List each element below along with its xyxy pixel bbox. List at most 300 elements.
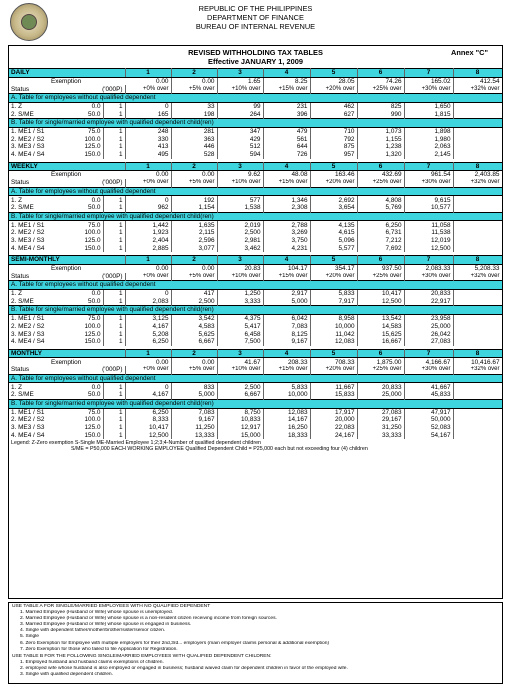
unit-label: ('000P) bbox=[71, 85, 125, 93]
header-line-2: DEPARTMENT OF FINANCE bbox=[207, 13, 304, 22]
section-header-blank bbox=[71, 349, 125, 358]
tax-value: 3,750 bbox=[263, 237, 310, 245]
tax-value: 875 bbox=[310, 143, 357, 151]
tax-value: 561 bbox=[263, 136, 310, 144]
tax-value: 3,654 bbox=[310, 204, 357, 212]
status-percent: +20% over bbox=[310, 366, 357, 374]
tax-value: 5,577 bbox=[310, 244, 357, 252]
status-percent: +5% over bbox=[171, 179, 217, 187]
tax-value: 8,750 bbox=[217, 408, 263, 416]
tax-value: 248 bbox=[125, 127, 171, 135]
exemption-value: 9.62 bbox=[217, 171, 263, 179]
table-row bbox=[9, 298, 502, 306]
tax-value: 11,250 bbox=[171, 424, 217, 432]
tax-value: 7,212 bbox=[357, 237, 404, 245]
column-number: 7 bbox=[404, 256, 453, 265]
exemption-value: 412.54 bbox=[453, 77, 502, 85]
tax-value: 11,667 bbox=[310, 383, 357, 391]
tax-value: 1,154 bbox=[171, 204, 217, 212]
tax-value: 6,250 bbox=[357, 221, 404, 229]
tax-value: 15,000 bbox=[217, 432, 263, 440]
column-number: 4 bbox=[263, 349, 310, 358]
tax-value: 1 bbox=[103, 221, 125, 229]
tax-value: 20,000 bbox=[310, 416, 357, 424]
tax-value: 363 bbox=[171, 136, 217, 144]
status-code: 3. ME3 / S3 bbox=[11, 424, 45, 432]
table-b-heading-row bbox=[9, 306, 502, 315]
tax-value: 2,981 bbox=[217, 237, 263, 245]
status-code: 1. ME1 / S1 bbox=[11, 128, 45, 136]
tax-value: 8,958 bbox=[310, 314, 357, 322]
status-code: 1. Z bbox=[11, 196, 23, 204]
tax-value: 16,667 bbox=[357, 338, 404, 346]
notes-table-b-heading: USE TABLE B FOR THE FOLLOWING SINGLE/MARRIED EMPLOYEES WITH QUALIFIED DEPENDENT CHILDREN: bbox=[12, 653, 272, 659]
tax-value: 3,333 bbox=[217, 298, 263, 306]
tax-value: 594 bbox=[217, 151, 263, 159]
tax-value: 4,231 bbox=[263, 244, 310, 252]
section-name: MONTHLY bbox=[9, 349, 71, 358]
status-label: Status bbox=[11, 179, 30, 187]
tax-value: 1,250 bbox=[217, 289, 263, 297]
tax-value: 2,500 bbox=[217, 229, 263, 237]
tax-value: 2,404 bbox=[125, 237, 171, 245]
tax-value: 25,000 bbox=[404, 323, 453, 331]
exemption-amount: 0.0 bbox=[71, 102, 103, 110]
exemption-amount: 50.0 bbox=[71, 298, 103, 306]
tax-value: 3,077 bbox=[171, 244, 217, 252]
tax-value: 528 bbox=[171, 151, 217, 159]
column-number: 6 bbox=[357, 69, 404, 78]
unit-label: ('000P) bbox=[71, 179, 125, 187]
status-code: 2. ME2 / S2 bbox=[11, 416, 45, 424]
notes-a-item: 3. Married Employee (Husband or Wife) whose spouse is engaged in business. bbox=[20, 622, 192, 628]
tax-value: 17,917 bbox=[310, 408, 357, 416]
tax-value: 726 bbox=[263, 151, 310, 159]
exemption-amount: 50.0 bbox=[71, 110, 103, 118]
tax-value: 9,615 bbox=[404, 196, 453, 204]
status-code: 3. ME3 / S3 bbox=[11, 143, 45, 151]
notes-b-item: 1. Employed husband and husband claims exemptions of children. bbox=[20, 659, 164, 665]
column-number: 5 bbox=[310, 349, 357, 358]
tax-value: 1 bbox=[103, 391, 125, 399]
tax-value: 2,788 bbox=[263, 221, 310, 229]
exemption-value: 2,083.33 bbox=[404, 264, 453, 272]
tax-value: 2,115 bbox=[171, 229, 217, 237]
tax-value: 1,073 bbox=[357, 127, 404, 135]
table-b-heading: B. Table for single/married employee with qualified dependent child(ren) bbox=[9, 306, 502, 315]
tax-value: 29,167 bbox=[357, 416, 404, 424]
status-percent: +32% over bbox=[453, 273, 502, 281]
status-code: 4. ME4 / S4 bbox=[11, 338, 45, 346]
section-name: DAILY bbox=[9, 69, 71, 78]
tax-value: 2,083 bbox=[125, 298, 171, 306]
status-code: 2. S/ME bbox=[11, 297, 34, 305]
table-row bbox=[9, 204, 502, 212]
tax-value: 10,417 bbox=[357, 289, 404, 297]
tax-value: 4,375 bbox=[217, 314, 263, 322]
status-code: 1. ME1 / S1 bbox=[11, 315, 45, 323]
table-row bbox=[9, 136, 502, 144]
table-row bbox=[9, 110, 502, 118]
status-percent: +5% over bbox=[171, 85, 217, 93]
status-percent: +32% over bbox=[453, 85, 502, 93]
exemption-value: 208.33 bbox=[263, 358, 310, 366]
status-code: 1. ME1 / S1 bbox=[11, 408, 45, 416]
tax-value: 27,083 bbox=[357, 408, 404, 416]
column-number: 2 bbox=[171, 256, 217, 265]
tax-value: 1,238 bbox=[357, 143, 404, 151]
tax-value: 6,667 bbox=[217, 391, 263, 399]
tax-value: 2,308 bbox=[263, 204, 310, 212]
exemption-value: 1,875.00 bbox=[357, 358, 404, 366]
unit-label: ('000P) bbox=[71, 366, 125, 374]
tax-value: 10,833 bbox=[217, 416, 263, 424]
tax-value: 12,019 bbox=[404, 237, 453, 245]
tax-value: 11,042 bbox=[310, 330, 357, 338]
tax-value: 12,083 bbox=[310, 338, 357, 346]
tax-value: 0 bbox=[125, 196, 171, 204]
tax-value: 0 bbox=[125, 102, 171, 110]
tax-value: 5,096 bbox=[310, 237, 357, 245]
tax-value: 45,833 bbox=[404, 391, 453, 399]
status-label: Status bbox=[11, 272, 30, 280]
section-header-blank bbox=[71, 69, 125, 78]
tax-value: 6,042 bbox=[263, 314, 310, 322]
tax-value: 4,167 bbox=[125, 391, 171, 399]
tax-value: 495 bbox=[125, 151, 171, 159]
tax-value: 50,000 bbox=[404, 416, 453, 424]
column-number: 4 bbox=[263, 69, 310, 78]
table-b-heading-row bbox=[9, 399, 502, 408]
tax-value: 11,538 bbox=[404, 229, 453, 237]
tax-value: 5,417 bbox=[217, 323, 263, 331]
tax-value: 7,083 bbox=[171, 408, 217, 416]
tax-value: 7,500 bbox=[217, 338, 263, 346]
column-number: 1 bbox=[125, 349, 171, 358]
status-percent: +32% over bbox=[453, 366, 502, 374]
exemption-amount: 50.0 bbox=[71, 204, 103, 212]
status-label: Status bbox=[11, 85, 30, 93]
exemption-amount: 150.0 bbox=[71, 151, 103, 159]
tax-value: 5,833 bbox=[263, 383, 310, 391]
table-row bbox=[9, 196, 502, 204]
table-row bbox=[9, 244, 502, 252]
column-number: 3 bbox=[217, 256, 263, 265]
tax-value: 15,625 bbox=[357, 330, 404, 338]
tax-value: 12,500 bbox=[357, 298, 404, 306]
status-percent: +32% over bbox=[453, 179, 502, 187]
status-code: 2. S/ME bbox=[11, 110, 34, 118]
tax-value: 1,442 bbox=[125, 221, 171, 229]
tax-value: 12,917 bbox=[217, 424, 263, 432]
exemption-value: 0.00 bbox=[125, 264, 171, 272]
tax-value: 0 bbox=[125, 383, 171, 391]
tax-value: 5,000 bbox=[171, 391, 217, 399]
tax-value: 1 bbox=[103, 298, 125, 306]
tax-value: 16,250 bbox=[263, 424, 310, 432]
tax-value: 1 bbox=[103, 383, 125, 391]
tax-value: 54,167 bbox=[404, 432, 453, 440]
tax-value: 2,917 bbox=[263, 289, 310, 297]
tax-value: 7,917 bbox=[310, 298, 357, 306]
effective-date: Effective JANUARY 1, 2009 bbox=[208, 57, 303, 66]
table-row bbox=[9, 338, 502, 346]
exemption-amount: 0.0 bbox=[71, 289, 103, 297]
tax-value: 14,583 bbox=[357, 323, 404, 331]
annex-label: Annex "C" bbox=[451, 48, 488, 57]
tax-value: 10,000 bbox=[263, 391, 310, 399]
tax-value: 1 bbox=[103, 432, 125, 440]
header-line-3: BUREAU OF INTERNAL REVENUE bbox=[195, 22, 316, 31]
tax-value: 6,458 bbox=[217, 330, 263, 338]
column-number: 8 bbox=[453, 69, 502, 78]
tax-value: 1 bbox=[103, 151, 125, 159]
tax-value: 6,667 bbox=[171, 338, 217, 346]
tax-value: 9,167 bbox=[263, 338, 310, 346]
status-percent: +5% over bbox=[171, 273, 217, 281]
status-percent: +25% over bbox=[357, 273, 404, 281]
tax-value: 1,815 bbox=[404, 110, 453, 118]
status-code: 2. ME2 / S2 bbox=[11, 135, 45, 143]
table-row bbox=[9, 229, 502, 237]
tax-value: 1 bbox=[103, 237, 125, 245]
tax-value: 347 bbox=[217, 127, 263, 135]
status-code: 1. ME1 / S1 bbox=[11, 221, 45, 229]
status-row bbox=[9, 366, 502, 374]
table-a-heading-row bbox=[9, 187, 502, 196]
tax-value: 1 bbox=[103, 110, 125, 118]
exemption-amount: 100.0 bbox=[71, 136, 103, 144]
tax-value: 1 bbox=[103, 338, 125, 346]
tax-value: 10,417 bbox=[125, 424, 171, 432]
tax-value: 3,542 bbox=[171, 314, 217, 322]
tax-value: 396 bbox=[263, 110, 310, 118]
exemption-value: 0.00 bbox=[171, 171, 217, 179]
usage-notes bbox=[8, 602, 503, 684]
tax-value: 1,538 bbox=[217, 204, 263, 212]
exemption-value: 28.05 bbox=[310, 77, 357, 85]
table-b-heading: B. Table for single/married employee with qualified dependent child(ren) bbox=[9, 399, 502, 408]
tax-value: 429 bbox=[217, 136, 263, 144]
tax-value: 26,042 bbox=[404, 330, 453, 338]
exemption-amount: 125.0 bbox=[71, 237, 103, 245]
tax-value: 1,923 bbox=[125, 229, 171, 237]
doc-title: REVISED WITHHOLDING TAX TABLES bbox=[188, 48, 323, 57]
tax-value: 413 bbox=[125, 143, 171, 151]
status-row bbox=[9, 273, 502, 281]
column-number: 4 bbox=[263, 162, 310, 171]
table-b-heading: B. Table for single/married employee with qualified dependent child(ren) bbox=[9, 119, 502, 128]
exemption-value: 0.00 bbox=[125, 358, 171, 366]
tax-value: 2,596 bbox=[171, 237, 217, 245]
legend-line-2: S/ME = P50,000 EACH WORKING EMPLOYEE Qualified Dependent Child = P25,000 each but not exceeding four (4) children bbox=[71, 446, 368, 453]
exemption-value: 48.08 bbox=[263, 171, 310, 179]
tax-value: 577 bbox=[217, 196, 263, 204]
tax-table-box bbox=[8, 45, 503, 599]
table-row bbox=[9, 323, 502, 331]
tax-value: 25,000 bbox=[357, 391, 404, 399]
status-percent: +20% over bbox=[310, 85, 357, 93]
exemption-value: 0.00 bbox=[171, 264, 217, 272]
tax-value: 479 bbox=[263, 127, 310, 135]
column-number: 3 bbox=[217, 69, 263, 78]
table-row bbox=[9, 289, 502, 297]
table-row bbox=[9, 424, 502, 432]
column-number: 3 bbox=[217, 162, 263, 171]
column-number: 6 bbox=[357, 349, 404, 358]
exemption-amount: 150.0 bbox=[71, 244, 103, 252]
exemption-amount: 100.0 bbox=[71, 323, 103, 331]
tax-value: 3,125 bbox=[125, 314, 171, 322]
exemption-label-cell: Exemption bbox=[51, 171, 82, 179]
status-code: 2. ME2 / S2 bbox=[11, 322, 45, 330]
table-a-heading: A. Table for employees without qualified dependent bbox=[9, 94, 502, 103]
exemption-amount: 150.0 bbox=[71, 432, 103, 440]
column-number: 5 bbox=[310, 162, 357, 171]
tax-value: 710 bbox=[310, 127, 357, 135]
column-number: 6 bbox=[357, 256, 404, 265]
status-percent: +10% over bbox=[217, 366, 263, 374]
tax-value: 22,083 bbox=[310, 424, 357, 432]
section-header-blank bbox=[71, 256, 125, 265]
tax-value: 4,808 bbox=[357, 196, 404, 204]
column-number: 4 bbox=[263, 256, 310, 265]
tax-value: 3,462 bbox=[217, 244, 263, 252]
legend-line-1: Legend: Z-Zero exemption S-Single ME-Married Employee 1;2;3;4-Number of qualified dependent children bbox=[11, 440, 261, 446]
table-row bbox=[9, 102, 502, 110]
legend bbox=[11, 440, 501, 453]
status-code: 4. ME4 / S4 bbox=[11, 151, 45, 159]
column-number: 8 bbox=[453, 162, 502, 171]
status-code: 2. S/ME bbox=[11, 204, 34, 212]
notes-table-a-heading: USE TABLE A FOR SINGLE/MARRIED EMPLOYEES WITH NO QUALIFIED DEPENDENT bbox=[12, 604, 211, 609]
table-row bbox=[9, 127, 502, 135]
table-row bbox=[9, 416, 502, 424]
exemption-value: 0.00 bbox=[125, 77, 171, 85]
status-code: 1. Z bbox=[11, 290, 23, 298]
tax-value: 6,250 bbox=[125, 338, 171, 346]
exemption-amount: 50.0 bbox=[71, 391, 103, 399]
exemption-value: 1.65 bbox=[217, 77, 263, 85]
notes-a-item: 7. Zero Exemption for those who failed to file Application for Registration. bbox=[20, 646, 178, 652]
exemption-amount: 100.0 bbox=[71, 416, 103, 424]
tax-value: 1 bbox=[103, 408, 125, 416]
tax-value: 2,019 bbox=[217, 221, 263, 229]
tax-value: 1 bbox=[103, 196, 125, 204]
tax-value: 165 bbox=[125, 110, 171, 118]
column-number: 2 bbox=[171, 162, 217, 171]
table-a-heading-row bbox=[9, 374, 502, 383]
tax-value: 962 bbox=[125, 204, 171, 212]
tax-value: 31,250 bbox=[357, 424, 404, 432]
tax-value: 1 bbox=[103, 314, 125, 322]
exemption-amount: 125.0 bbox=[71, 330, 103, 338]
exemption-value: 4,166.67 bbox=[404, 358, 453, 366]
table-row bbox=[9, 432, 502, 440]
status-percent: +20% over bbox=[310, 273, 357, 281]
tax-value: 4,615 bbox=[310, 229, 357, 237]
column-number: 2 bbox=[171, 69, 217, 78]
table-a-heading: A. Table for employees without qualified dependent bbox=[9, 281, 502, 290]
table-row bbox=[9, 408, 502, 416]
table-row bbox=[9, 391, 502, 399]
tax-value: 1 bbox=[103, 143, 125, 151]
tax-value: 990 bbox=[357, 110, 404, 118]
tax-value: 264 bbox=[217, 110, 263, 118]
notes-a-item: 6. Zero Exemption for Employee with multiple employers for their 2nd,3rd... employers (main employer claims personal & additional exemption) bbox=[20, 640, 330, 646]
exemption-value: 104.17 bbox=[263, 264, 310, 272]
unit-label: ('000P) bbox=[71, 273, 125, 281]
tax-value: 7,692 bbox=[357, 244, 404, 252]
tax-value: 1 bbox=[103, 244, 125, 252]
tax-value: 6,250 bbox=[125, 408, 171, 416]
status-code: 1. Z bbox=[11, 102, 23, 110]
status-percent: +15% over bbox=[263, 366, 310, 374]
column-number: 1 bbox=[125, 69, 171, 78]
column-number: 1 bbox=[125, 162, 171, 171]
status-row bbox=[9, 179, 502, 187]
tax-value: 792 bbox=[310, 136, 357, 144]
table-b-heading: B. Table for single/married employee with qualified dependent child(ren) bbox=[9, 212, 502, 221]
exemption-value: 8.25 bbox=[263, 77, 310, 85]
section-header-row bbox=[9, 69, 502, 78]
tax-value: 4,135 bbox=[310, 221, 357, 229]
status-code: 1. Z bbox=[11, 383, 23, 391]
table-a-heading-row bbox=[9, 94, 502, 103]
tax-value: 1 bbox=[103, 127, 125, 135]
exemption-row bbox=[9, 358, 502, 366]
exemption-value: 0.00 bbox=[171, 358, 217, 366]
tax-value: 23,958 bbox=[404, 314, 453, 322]
tax-value: 99 bbox=[217, 102, 263, 110]
exemption-amount: 75.0 bbox=[71, 314, 103, 322]
section-header-row bbox=[9, 256, 502, 265]
exemption-value: 354.17 bbox=[310, 264, 357, 272]
exemption-amount: 0.0 bbox=[71, 196, 103, 204]
tax-value: 2,500 bbox=[171, 298, 217, 306]
section-header-row bbox=[9, 162, 502, 171]
tax-value: 0 bbox=[125, 289, 171, 297]
status-percent: +0% over bbox=[125, 366, 171, 374]
tax-value: 10,577 bbox=[404, 204, 453, 212]
status-label: Status bbox=[11, 366, 30, 374]
status-row bbox=[9, 85, 502, 93]
status-percent: +15% over bbox=[263, 273, 310, 281]
tax-value: 5,625 bbox=[171, 330, 217, 338]
tax-value: 5,208 bbox=[125, 330, 171, 338]
status-percent: +10% over bbox=[217, 85, 263, 93]
notes-b-item: 3. Single with qualified dependent children. bbox=[20, 672, 113, 678]
section-name: SEMI-MONTHLY bbox=[9, 256, 71, 265]
tax-value: 5,000 bbox=[263, 298, 310, 306]
table-a-heading: A. Table for employees without qualified dependent bbox=[9, 374, 502, 383]
column-number: 6 bbox=[357, 162, 404, 171]
tax-value: 192 bbox=[171, 196, 217, 204]
status-code: 4. ME4 / S4 bbox=[11, 244, 45, 252]
status-code: 2. ME2 / S2 bbox=[11, 229, 45, 237]
tax-value: 1 bbox=[103, 204, 125, 212]
tax-value: 1 bbox=[103, 289, 125, 297]
tax-value: 12,500 bbox=[404, 244, 453, 252]
tax-value: 5,769 bbox=[357, 204, 404, 212]
exemption-value: 432.69 bbox=[357, 171, 404, 179]
tax-value: 2,500 bbox=[217, 383, 263, 391]
exemption-value: 0.00 bbox=[125, 171, 171, 179]
tax-value: 1,320 bbox=[357, 151, 404, 159]
exemption-row bbox=[9, 77, 502, 85]
status-percent: +15% over bbox=[263, 85, 310, 93]
table-a-heading: A. Table for employees without qualified dependent bbox=[9, 187, 502, 196]
